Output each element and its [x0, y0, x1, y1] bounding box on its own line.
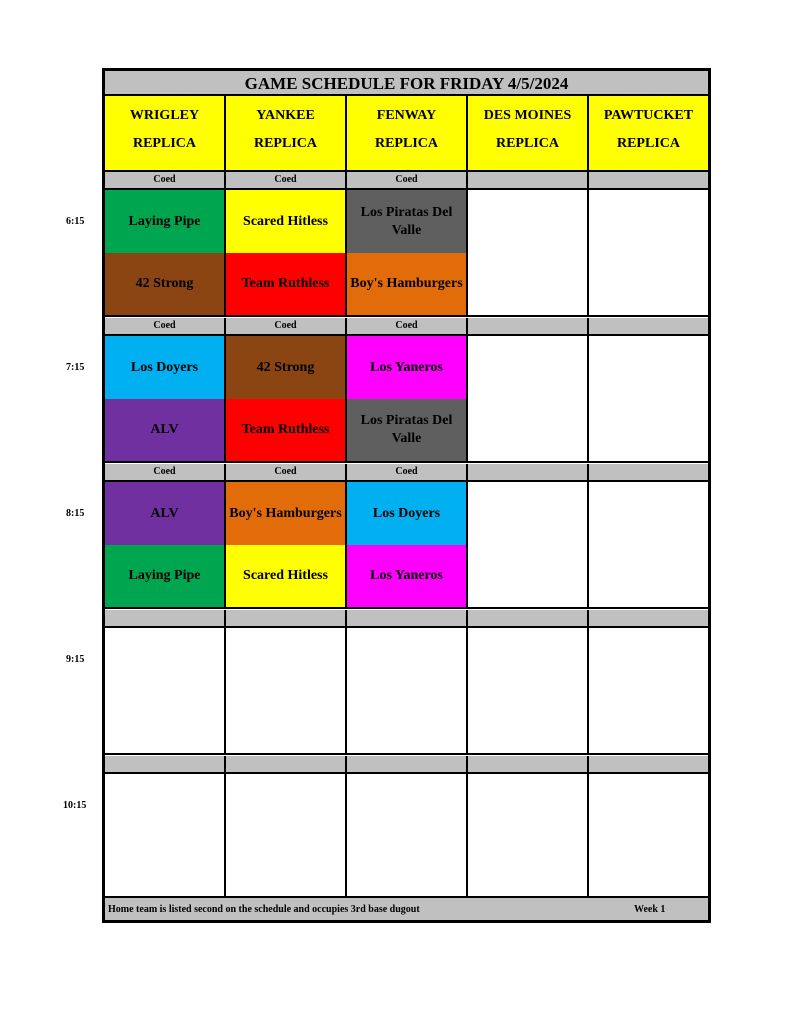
- away-team-cell: [105, 628, 226, 691]
- home-team-cell: [347, 545, 468, 609]
- home-team-cell: [347, 691, 468, 755]
- division-label: Coed: [226, 464, 347, 482]
- away-team-cell: [347, 628, 468, 691]
- away-team-cell: [226, 190, 347, 253]
- division-label: Coed: [226, 318, 347, 336]
- away-team-cell: [589, 482, 708, 545]
- away-team-cell: [226, 774, 347, 837]
- away-team-cell: [468, 482, 589, 545]
- home-team-cell: [589, 253, 708, 317]
- home-team-cell: [105, 545, 226, 609]
- home-team-cell: [589, 399, 708, 463]
- away-team-cell: [105, 190, 226, 253]
- away-team-cell: [347, 482, 468, 545]
- division-label: [589, 610, 708, 628]
- week-label: Week 1: [634, 904, 666, 915]
- away-team-cell: [347, 336, 468, 399]
- field-name: WRIGLEY: [129, 108, 200, 123]
- time-slot: [105, 336, 708, 463]
- home-team-cell: [105, 691, 226, 755]
- division-band: [105, 610, 708, 628]
- team-name: Scared Hitless: [243, 213, 328, 229]
- field-name: YANKEE: [256, 108, 315, 123]
- time-label: 6:15: [66, 216, 85, 227]
- home-team-note: Home team is listed second on the schedule and occupies 3rd base dugout: [108, 904, 420, 915]
- home-team-cell: [589, 545, 708, 609]
- home-team-cell: [468, 691, 589, 755]
- field-header-pawtucket: [589, 96, 708, 172]
- time-label: 9:15: [66, 654, 85, 665]
- field-subtitle: REPLICA: [253, 136, 317, 151]
- team-name: Scared Hitless: [243, 568, 328, 583]
- field-name: FENWAY: [376, 108, 437, 123]
- division-label: Coed: [347, 318, 468, 336]
- team-name: ALV: [150, 422, 179, 437]
- home-team-cell: [226, 399, 347, 463]
- division-label: [468, 464, 589, 482]
- division-band: [105, 756, 708, 774]
- time-slot: [105, 190, 708, 317]
- division-label: Coed: [105, 318, 226, 336]
- field-subtitle: REPLICA: [495, 136, 559, 151]
- away-team-cell: [347, 774, 468, 837]
- team-name: ALV: [150, 505, 179, 521]
- field-subtitle: REPLICA: [374, 136, 438, 151]
- team-name: Boy's Hamburgers: [229, 505, 342, 521]
- team-name: 42 Strong: [256, 359, 315, 375]
- field-name: PAWTUCKET: [603, 108, 694, 123]
- away-team-cell: [105, 774, 226, 837]
- field-header-yankee: [226, 96, 347, 172]
- schedule-footer: [105, 896, 708, 920]
- team-name: Los Doyers: [372, 505, 441, 521]
- division-label: Coed: [347, 172, 468, 190]
- division-label: [468, 172, 589, 190]
- away-team-cell: [468, 774, 589, 837]
- away-team-cell: [105, 336, 226, 399]
- away-team-cell: [226, 336, 347, 399]
- division-label: [468, 318, 589, 336]
- home-team-cell: [226, 691, 347, 755]
- time-slot: [105, 482, 708, 609]
- home-team-cell: [347, 399, 468, 463]
- division-band: [105, 318, 708, 336]
- home-team-cell: [347, 837, 468, 901]
- time-label: 10:15: [63, 800, 87, 811]
- division-label: Coed: [226, 172, 347, 190]
- home-team-cell: [468, 837, 589, 901]
- home-team-cell: [226, 837, 347, 901]
- home-team-cell: [468, 399, 589, 463]
- division-label: Coed: [347, 464, 468, 482]
- team-name: Los Doyers: [130, 359, 199, 375]
- team-name: Laying Pipe: [128, 213, 201, 229]
- away-team-cell: [226, 482, 347, 545]
- division-label: [347, 756, 468, 774]
- division-label: Coed: [105, 172, 226, 190]
- team-name: Team Ruthless: [241, 422, 330, 437]
- home-team-cell: [589, 837, 708, 901]
- team-name: Los Piratas Del Valle: [360, 204, 453, 238]
- division-label: [226, 756, 347, 774]
- field-subtitle: REPLICA: [616, 136, 680, 151]
- division-label: [589, 318, 708, 336]
- field-header-wrigley: [105, 96, 226, 172]
- away-team-cell: [589, 774, 708, 837]
- division-label: Coed: [105, 464, 226, 482]
- away-team-cell: [589, 628, 708, 691]
- away-team-cell: [468, 628, 589, 691]
- away-team-cell: [347, 190, 468, 253]
- field-header-fenway: [347, 96, 468, 172]
- home-team-cell: [226, 253, 347, 317]
- division-label: [347, 610, 468, 628]
- team-name: Laying Pipe: [128, 568, 201, 583]
- home-team-cell: [226, 545, 347, 609]
- away-team-cell: [105, 482, 226, 545]
- division-label: [468, 610, 589, 628]
- division-label: [589, 756, 708, 774]
- field-subtitle: REPLICA: [132, 136, 196, 151]
- team-name: Los Yaneros: [370, 568, 443, 583]
- time-label: 7:15: [66, 362, 85, 373]
- away-team-cell: [468, 190, 589, 253]
- team-name: Boy's Hamburgers: [350, 276, 463, 291]
- time-slot: [105, 628, 708, 755]
- home-team-cell: [468, 253, 589, 317]
- team-name: 42 Strong: [135, 276, 194, 291]
- schedule-sheet: [102, 68, 711, 923]
- home-team-cell: [347, 253, 468, 317]
- time-label: 8:15: [66, 508, 85, 519]
- field-header-des-moines: [468, 96, 589, 172]
- division-band: [105, 172, 708, 190]
- home-team-cell: [468, 545, 589, 609]
- home-team-cell: [589, 691, 708, 755]
- field-header-row: [105, 96, 708, 172]
- home-team-cell: [105, 253, 226, 317]
- away-team-cell: [589, 336, 708, 399]
- division-label: [226, 610, 347, 628]
- division-label: [105, 610, 226, 628]
- division-label: [589, 464, 708, 482]
- field-name: DES MOINES: [483, 108, 572, 123]
- division-label: [468, 756, 589, 774]
- division-label: [105, 756, 226, 774]
- time-slot: [105, 774, 708, 901]
- division-band: [105, 464, 708, 482]
- home-team-cell: [105, 399, 226, 463]
- away-team-cell: [226, 628, 347, 691]
- team-name: Los Piratas Del Valle: [360, 413, 453, 446]
- schedule-title: GAME SCHEDULE FOR FRIDAY 4/5/2024: [105, 71, 708, 96]
- team-name: Los Yaneros: [370, 359, 443, 375]
- away-team-cell: [589, 190, 708, 253]
- away-team-cell: [468, 336, 589, 399]
- team-name: Team Ruthless: [241, 276, 330, 291]
- home-team-cell: [105, 837, 226, 901]
- division-label: [589, 172, 708, 190]
